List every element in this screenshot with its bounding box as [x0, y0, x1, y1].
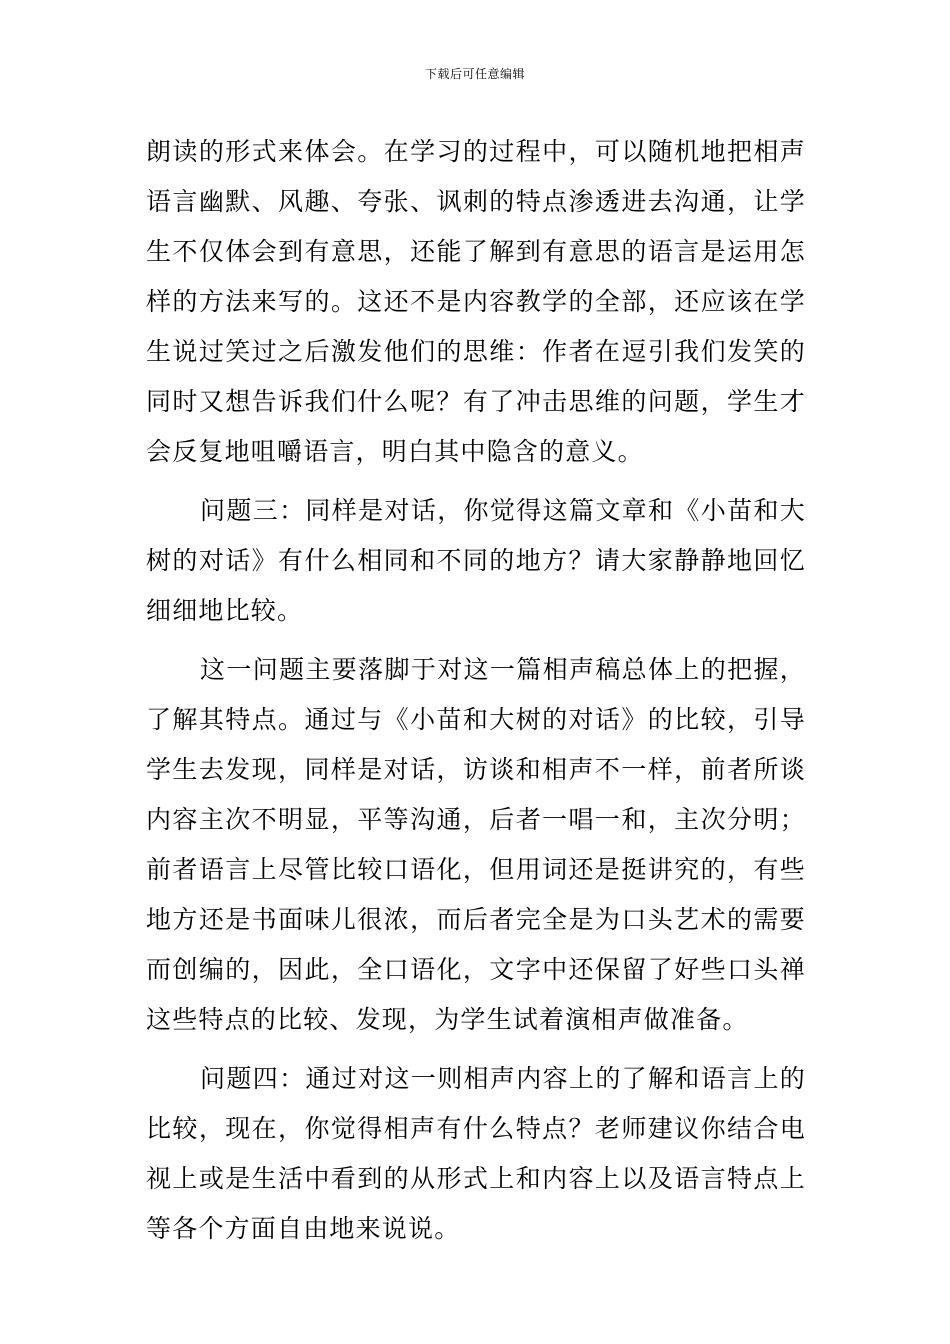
text-line: 前者语言上尽管比较口语化，但用词还是挺讲究的，有些: [146, 855, 806, 884]
text-line: 地方还是书面味儿很浓，而后者完全是为口头艺术的需要: [146, 905, 806, 934]
text-line: 生不仅体会到有意思，还能了解到有意思的语言是运用怎: [146, 237, 806, 266]
paragraph-4: [146, 1054, 806, 1254]
text-line: 朗读的形式来体会。在学习的过程中，可以随机地把相声: [146, 137, 806, 166]
paragraph-3: [146, 645, 806, 1045]
text-line: 问题四：通过对这一则相声内容上的了解和语言上的: [200, 1064, 806, 1093]
text-line: 问题三：同样是对话，你觉得这篇文章和《小苗和大: [200, 496, 806, 525]
text-line: 树的对话》有什么相同和不同的地方？请大家静静地回忆: [146, 546, 806, 575]
text-line: 学生去发现，同样是对话，访谈和相声不一样，前者所谈: [146, 755, 806, 784]
text-line: 语言幽默、风趣、夸张、讽刺的特点渗透进去沟通，让学: [146, 187, 806, 216]
text-line: 等各个方面自由地来说说。: [146, 1214, 461, 1243]
text-line: 同时又想告诉我们什么呢？有了冲击思维的问题，学生才: [146, 387, 806, 416]
text-line: 内容主次不明显，平等沟通，后者一唱一和，主次分明；: [146, 805, 806, 834]
text-line: 样的方法来写的。这还不是内容教学的全部，还应该在学: [146, 287, 806, 316]
paragraph-2: [146, 486, 806, 636]
text-line: 了解其特点。通过与《小苗和大树的对话》的比较，引导: [146, 705, 806, 734]
text-line: 生说过笑过之后激发他们的思维：作者在逗引我们发笑的: [146, 337, 806, 366]
text-line: 而创编的，因此，全口语化，文字中还保留了好些口头禅: [146, 955, 806, 984]
paragraph-1: [146, 127, 806, 477]
page-header: 下载后可任意编辑: [424, 67, 525, 81]
text-line: 视上或是生活中看到的从形式上和内容上以及语言特点上: [146, 1164, 806, 1193]
text-line: 会反复地咀嚼语言，明白其中隐含的意义。: [146, 437, 644, 466]
text-line: 细细地比较。: [146, 596, 304, 625]
text-line: 这些特点的比较、发现，为学生试着演相声做准备。: [146, 1005, 749, 1034]
text-line: 比较，现在，你觉得相声有什么特点？老师建议你结合电: [146, 1114, 806, 1143]
text-line: 这一问题主要落脚于对这一篇相声稿总体上的把握，: [200, 655, 806, 684]
document-body: [146, 127, 806, 1254]
